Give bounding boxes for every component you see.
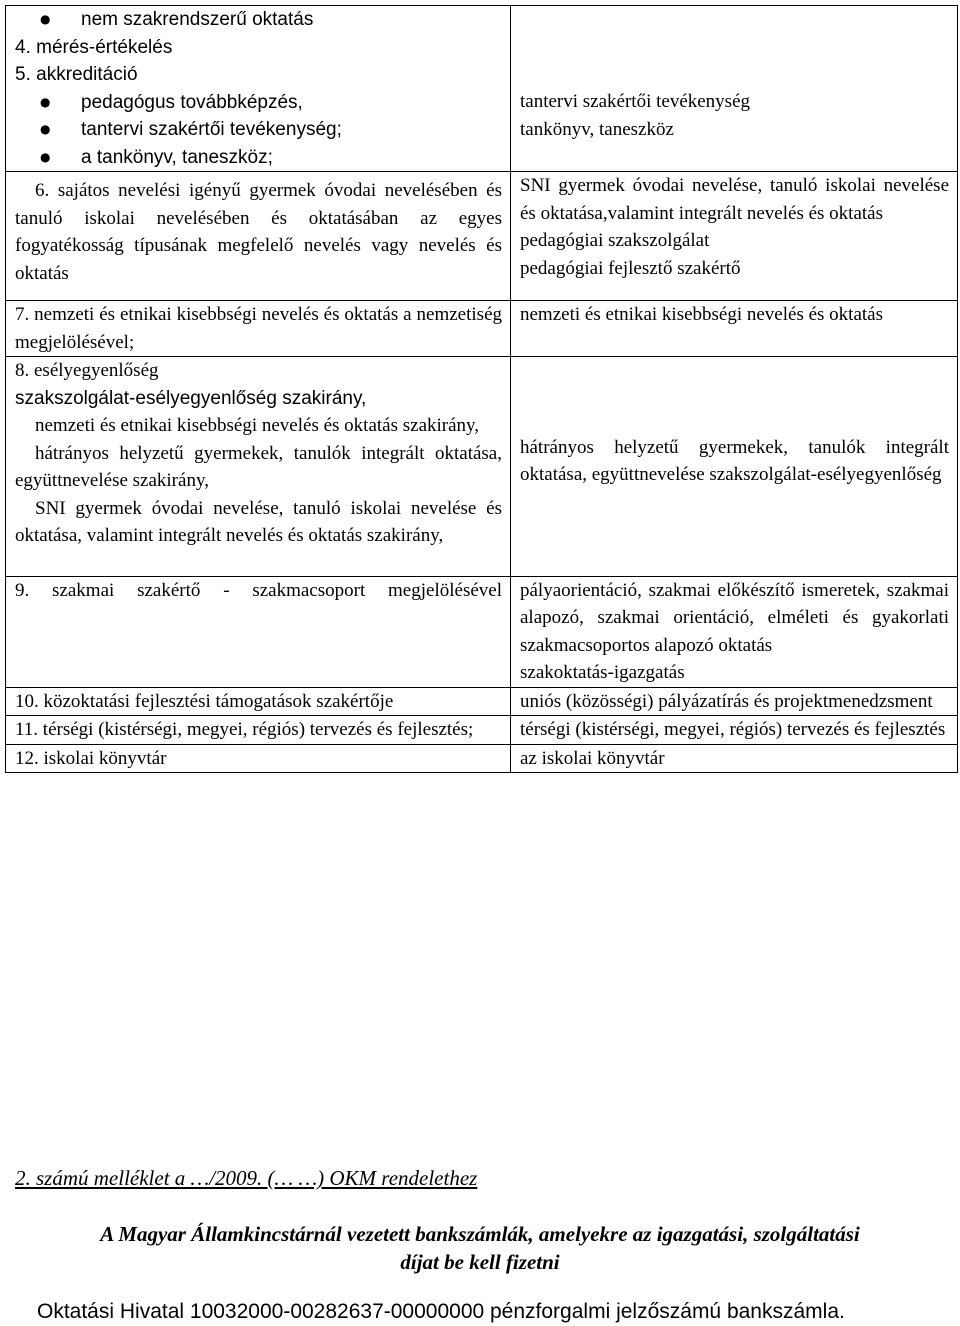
table-row [6, 576, 958, 687]
cell-paragraph: 10. közoktatási fejlesztési támogatások szakértője [15, 690, 394, 712]
requirements-table [5, 5, 958, 773]
table-cell-right [511, 172, 958, 301]
cell-paragraph: uniós (közösségi) pályázatírás és projektmenedzsment [520, 690, 933, 712]
list-item: nemzeti és etnikai kisebbségi nevelés és oktatás szakirány, [35, 415, 480, 436]
cell-line: pedagógiai szakszolgálat [520, 230, 710, 251]
cell-text: 9. szakmai szakértő - szakmacsoport megjelölésével [15, 579, 502, 601]
table-cell-left [6, 716, 511, 745]
table-cell-left [6, 357, 511, 577]
table-cell-right [511, 6, 958, 172]
bullet-item: ● tantervi szakértői tevékenység; [15, 116, 502, 144]
table-cell-left [6, 6, 511, 172]
table-row [6, 744, 958, 773]
cell-line: pedagógiai fejlesztő szakértő [520, 257, 741, 279]
bank-account-line: Oktatási Hivatal 10032000-00282637-00000000 pénzforgalmi jelzőszámú bankszámla. [37, 1300, 845, 1323]
main-heading-line: díjat be kell fizetni [400, 1250, 560, 1274]
cell-line: tankönyv, taneszköz [520, 118, 674, 140]
table-row [6, 687, 958, 716]
table-row [6, 301, 958, 357]
table-cell-right [511, 357, 958, 577]
table-row [6, 6, 958, 172]
cell-paragraph: nemzeti és etnikai kisebbségi nevelés és oktatás [520, 304, 883, 325]
table-row [6, 716, 958, 745]
list-item: szakszolgálat-esélyegyenlőség szakirány, [15, 387, 367, 409]
main-heading-line: A Magyar Államkincstárnál vezetett bankszámlák, amelyekre az igazgatási, szolgáltatási [100, 1222, 860, 1246]
cell-heading: 8. esélyegyenlőség [15, 360, 159, 381]
cell-paragraph: 6. sajátos nevelési igényű gyermek óvodai nevelésében és tanuló iskolai nevelésében és oktatásában az egyes fogyatékosság típusának megfelelő nevelés vagy nevelés és oktatás [15, 180, 502, 284]
table-row [6, 357, 958, 577]
cell-line: tantervi szakértői tevékenység [520, 91, 751, 112]
list-item: hátrányos helyzetű gyermekek, tanulók integrált oktatása, együttnevelése szakirány, [15, 442, 502, 491]
bullet-item: ● pedagógus továbbképzés, [15, 89, 502, 117]
cell-paragraph: térségi (kistérségi, megyei, régiós) tervezés és fejlesztés [520, 719, 946, 740]
list-item: 4. mérés-értékelés [15, 36, 173, 58]
table-cell-left [6, 301, 511, 357]
list-item: 5. akkreditáció [15, 64, 138, 85]
table-cell-right [511, 576, 958, 687]
table-row [6, 172, 958, 301]
table-cell-right [511, 716, 958, 745]
table-cell-right [511, 301, 958, 357]
cell-paragraph: 12. iskolai könyvtár [15, 747, 167, 769]
bullet-item: ● a tankönyv, taneszköz; [15, 144, 502, 172]
cell-paragraph: 7. nemzeti és etnikai kisebbségi nevelés és oktatás a nemzetiség megjelölésével; [15, 304, 502, 353]
cell-line: szakoktatás-igazgatás [520, 662, 685, 683]
table-cell-left [6, 576, 511, 687]
table-cell-right [511, 687, 958, 716]
table-cell-left [6, 172, 511, 301]
table-cell-left [6, 744, 511, 773]
table-cell-right [511, 744, 958, 773]
list-item: SNI gyermek óvodai nevelése, tanuló iskolai nevelése és oktatása, valamint integrált nevelés és oktatás szakirány, [15, 497, 502, 546]
cell-paragraph: hátrányos helyzetű gyermekek, tanulók integrált oktatása, együttnevelése szakszolgálat-esélyegyenlőség [520, 436, 949, 486]
cell-paragraph: 11. térségi (kistérségi, megyei, régiós) tervezés és fejlesztés; [15, 719, 474, 740]
cell-paragraph: pályaorientáció, szakmai előkészítő ismeretek, szakmai alapozó, szakmai orientáció, elméleti és gyakorlati szakmacsoportos alapozó oktatás [520, 579, 949, 656]
bullet-item: ● nem szakrendszerű oktatás [15, 6, 502, 34]
cell-paragraph: SNI gyermek óvodai nevelése, tanuló iskolai nevelése és oktatása,valamint integrált nevelés és oktatás [520, 175, 949, 224]
main-heading [0, 1220, 960, 1276]
table-cell-left [6, 687, 511, 716]
annex-title: 2. számú melléklet a …/2009. (… …) OKM rendelethez [15, 1166, 478, 1190]
cell-paragraph: az iskolai könyvtár [520, 747, 665, 769]
cell-paragraph [15, 577, 502, 605]
